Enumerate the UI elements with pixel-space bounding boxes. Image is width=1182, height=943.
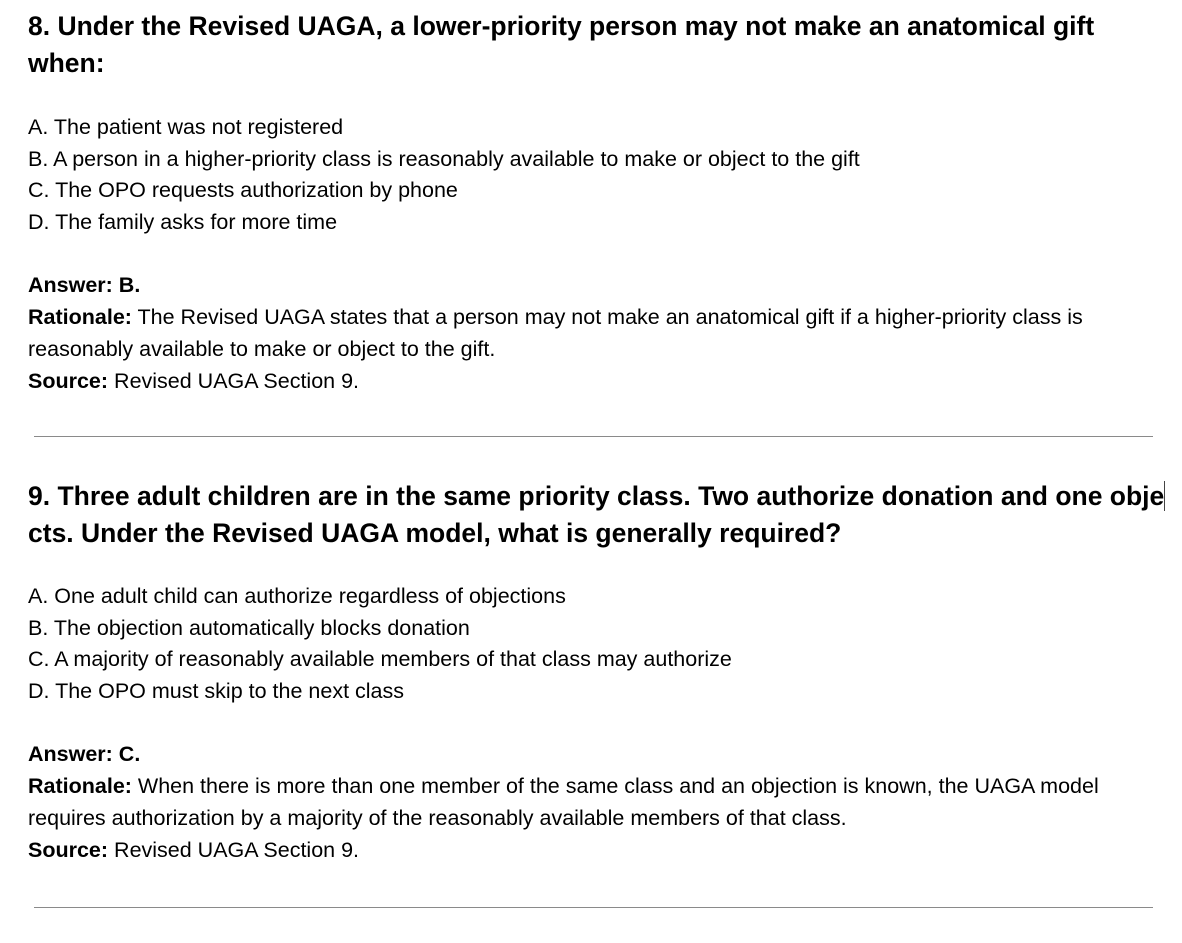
rationale-paragraph: [28, 301, 1168, 365]
option-d: D. The OPO must skip to the next class: [28, 678, 404, 703]
answer-line: Answer: B.: [28, 273, 141, 297]
question-9-title-part1: 9. Three adult children are in the same priority class. Two authorize donation and one obje: [28, 481, 1165, 511]
source-text: Revised UAGA Section 9.: [108, 369, 360, 393]
text-cursor: [1164, 481, 1165, 511]
option-b: B. A person in a higher-priority class is reasonably available to make or object to the gift: [28, 146, 860, 171]
rationale-paragraph: [28, 770, 1168, 834]
option-a: A. One adult child can authorize regardless of objections: [28, 584, 566, 608]
source-label: Source:: [28, 369, 109, 393]
option-d: D. The family asks for more time: [28, 209, 338, 234]
rationale-text: The Revised UAGA states that a person may not make an anatomical gift if a higher-priority class is reasonably available to make or object to the gift.: [28, 305, 1083, 361]
divider: [34, 436, 1153, 437]
rationale-label: Rationale:: [28, 305, 132, 329]
source-text: Revised UAGA Section 9.: [108, 838, 360, 862]
source-label: Source:: [28, 838, 109, 862]
option-b: B. The objection automatically blocks donation: [28, 615, 470, 640]
question-9-options: [28, 581, 1168, 707]
question-8-title: 8. Under the Revised UAGA, a lower-priority person may not make an anatomical gift when:: [28, 11, 1095, 78]
question-9-title-part2: cts. Under the Revised UAGA model, what is generally required?: [28, 518, 842, 548]
question-9: [28, 478, 1168, 866]
source-line: [28, 834, 1168, 866]
source-line: [28, 365, 1168, 397]
option-c: C. The OPO requests authorization by phone: [28, 178, 458, 202]
question-8-options: [28, 112, 1168, 238]
rationale-text: When there is more than one member of the same class and an objection is known, the UAGA model requires authorization by a majority of the reasonably available members of that class.: [28, 774, 1099, 830]
option-c: C. A majority of reasonably available members of that class may authorize: [28, 647, 732, 671]
answer-line: Answer: C.: [28, 742, 141, 766]
option-a: A. The patient was not registered: [28, 115, 344, 139]
question-9-title[interactable]: [28, 478, 1168, 552]
question-8: [28, 8, 1168, 397]
rationale-label: Rationale:: [28, 774, 132, 798]
divider: [34, 907, 1153, 908]
